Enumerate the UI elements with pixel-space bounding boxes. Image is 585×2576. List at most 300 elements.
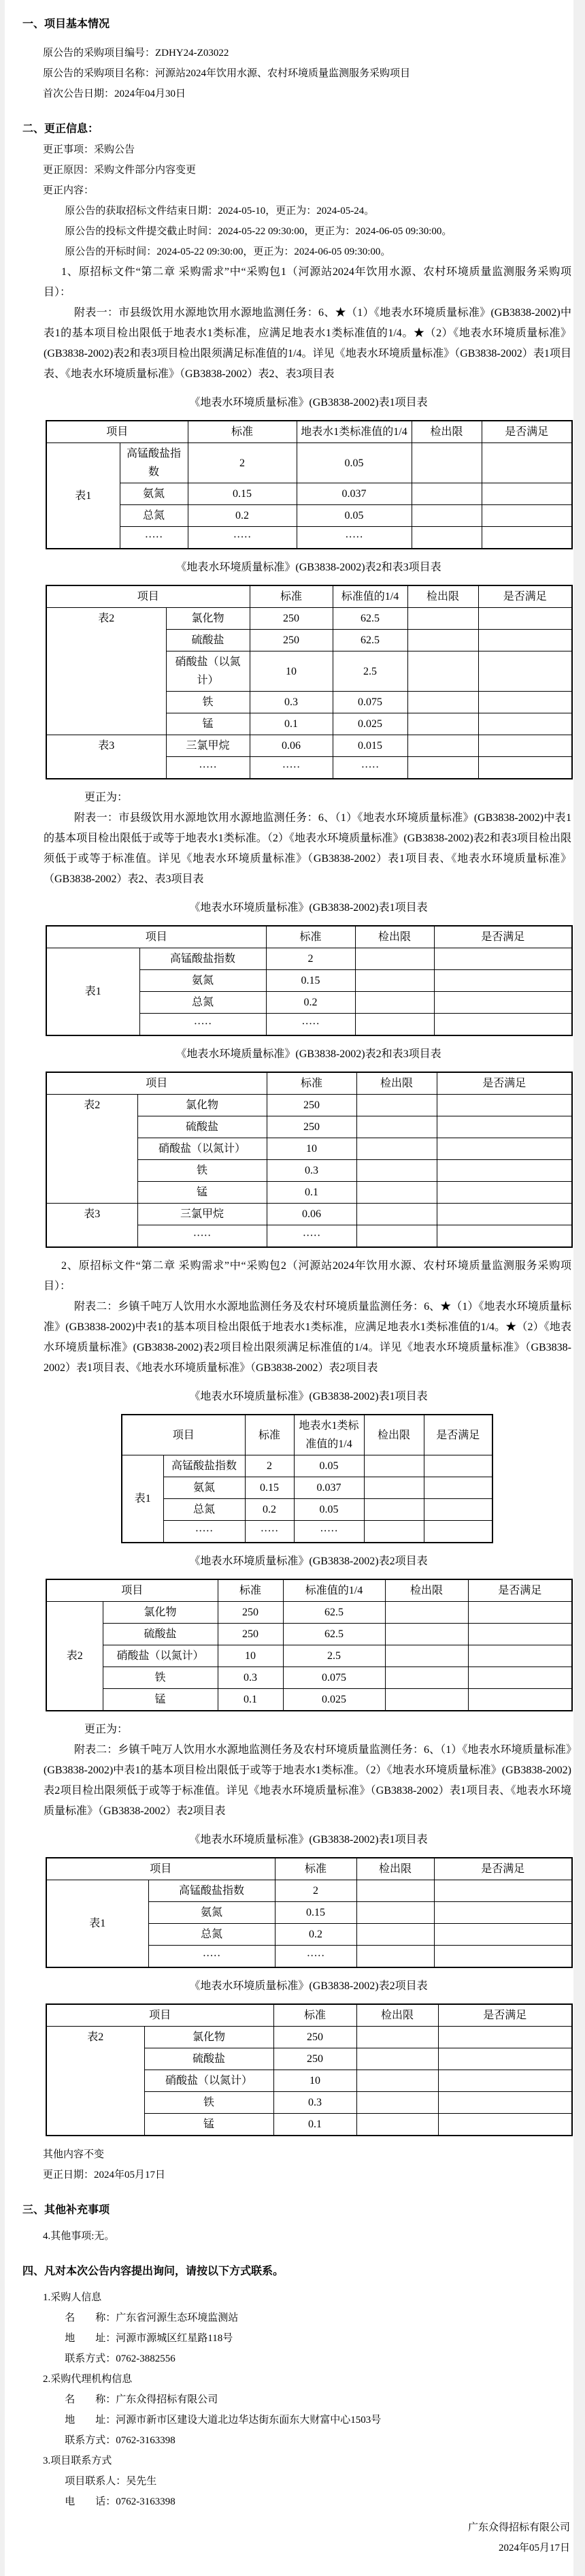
- table-cell: [468, 1602, 572, 1624]
- table-cell: [438, 2114, 572, 2136]
- table-cell: 铁: [144, 2092, 273, 2114]
- correction-reason: 更正原因：采购文件部分内容变更: [43, 165, 197, 176]
- table-cell: 2: [188, 443, 297, 483]
- table-cell: ·····: [333, 757, 407, 779]
- table-cell: [468, 1689, 572, 1711]
- table-cell: 0.1: [273, 2114, 356, 2136]
- table-row: [46, 608, 572, 630]
- table-cell: 2: [245, 1455, 294, 1477]
- item1-intro: 1、原招标文件“第二章 采购需求”中“采购包1（河源站2024年饮用水源、农村环境质量监测服务采购项目）：: [44, 266, 571, 298]
- table-cell: 0.2: [275, 1924, 356, 1946]
- item1-annex-original: 附表一：市县级饮用水源地饮用水源地监测任务：6、★（1）《地表水环境质量标准》(GB3838-2002)中表1的基本项目检出限低于地表水1类标准，应满足地表水1类标准值的1/4。★（2）《地表水环境质量标准》(GB3838-2002)表2和表3项目检出限须满足标准值的1/4。详见《地表水环境质量标准》（GB3838-2002）表1项目表、《地表水环境质量标准》（GB3838-2002）表2、表3项目表: [44, 307, 571, 380]
- table-row: [46, 1204, 572, 1225]
- table-cell: 氨氮: [120, 483, 188, 505]
- table-cell: 硫酸盐: [103, 1624, 218, 1645]
- column-header: 标准: [266, 926, 355, 948]
- column-header: 项目: [46, 1579, 218, 1602]
- item1-annex-corrected: 附表一：市县级饮用水源地饮用水源地监测任务：6、（1）《地表水环境质量标准》(GB3838-2002)中表1的基本项目检出限低于或等于地表水1类标准。（2）《地表水环境质量标准》(GB3838-2002)表2和表3项目检出限须低于或等于标准值。详见《地表水环境质量标准》（GB3838-2002）表1项目表、《地表水环境质量标准》（GB3838-2002）表2、表3项目表: [44, 812, 571, 885]
- column-header: 是否满足: [434, 1858, 572, 1880]
- table-cell: 0.1: [250, 713, 333, 735]
- table-cell: 0.05: [297, 443, 412, 483]
- table-cell: 0.015: [333, 735, 407, 757]
- item1-correction-label: 更正为：: [84, 792, 129, 803]
- group-label-cell: 表1: [46, 1880, 148, 1968]
- section4-heading: 四、凡对本次公告内容提出询问，请按以下方式联系。: [22, 2266, 284, 2277]
- table-cell: 氯化物: [103, 1602, 218, 1624]
- table-cell: 0.1: [218, 1689, 283, 1711]
- table-cell: 0.15: [275, 1902, 356, 1924]
- table-cell: 250: [273, 2048, 356, 2070]
- table-cell: ·····: [139, 1014, 266, 1036]
- table-cell: [438, 2048, 572, 2070]
- table-cell: [478, 692, 572, 713]
- table-cell: 硫酸盐: [166, 630, 250, 651]
- column-header: 是否满足: [437, 1072, 572, 1095]
- column-header: 是否满足: [434, 926, 572, 948]
- column-header: 检出限: [364, 1415, 424, 1455]
- agency-address: 地 址：河源市新市区建设大道北边华达街东面东大财富中心1503号: [65, 2415, 382, 2426]
- table-cell: 62.5: [283, 1602, 385, 1624]
- table-cell: [468, 1645, 572, 1667]
- table-cell: [437, 1204, 572, 1225]
- section3-heading: 三、其他补充事项: [22, 2204, 110, 2216]
- table-cell: 锰: [103, 1689, 218, 1711]
- table-cell: 三氯甲烷: [137, 1204, 267, 1225]
- table-cell: 氨氮: [148, 1902, 275, 1924]
- table-cell: [355, 970, 434, 992]
- table-cell: 0.06: [267, 1204, 356, 1225]
- table-cell: [355, 992, 434, 1014]
- group-label-cell: 表3: [46, 1204, 137, 1248]
- table-row: [122, 1499, 492, 1521]
- project-contact-title: 3.项目联系方式: [43, 2456, 112, 2466]
- table-cell: 62.5: [283, 1624, 385, 1645]
- column-header: 项目: [46, 926, 266, 948]
- column-header: 项目: [122, 1415, 245, 1455]
- standards-table-1: [46, 420, 573, 549]
- table-header-row: [46, 421, 572, 443]
- column-header: 标准: [245, 1415, 294, 1455]
- table-cell: 0.2: [188, 505, 297, 527]
- group-label-cell: 表2: [46, 2027, 144, 2136]
- table-cell: [407, 608, 478, 630]
- section2-heading: 二、更正信息：: [22, 123, 99, 135]
- table-cell: 0.075: [283, 1667, 385, 1689]
- column-header: 项目: [46, 1858, 275, 1880]
- table-cell: [437, 1138, 572, 1160]
- table7-title: 《地表水环境质量标准》(GB3838-2002)表1项目表: [189, 1834, 428, 1846]
- table-cell: 62.5: [333, 630, 407, 651]
- table-cell: 10: [250, 651, 333, 692]
- table-cell: 铁: [137, 1160, 267, 1182]
- table-row: [46, 443, 572, 483]
- table-cell: [482, 527, 572, 549]
- column-header: 标准: [275, 1858, 356, 1880]
- signature-date: 2024年05月17日: [498, 2543, 570, 2554]
- table-cell: [478, 651, 572, 692]
- table-cell: [407, 735, 478, 757]
- table-cell: [482, 483, 572, 505]
- table-header-row: [122, 1415, 492, 1455]
- table-cell: [385, 1689, 468, 1711]
- table8-title: 《地表水环境质量标准》(GB3838-2002)表2项目表: [189, 1980, 428, 1992]
- table-row: [46, 1880, 572, 1902]
- table-row: [122, 1521, 492, 1543]
- group-label-cell: 表2: [46, 1095, 137, 1204]
- table-cell: 250: [218, 1602, 283, 1624]
- table-header-row: [46, 926, 572, 948]
- table-cell: 锰: [144, 2114, 273, 2136]
- table-row: [46, 2027, 572, 2048]
- table-row: [46, 1667, 572, 1689]
- table-cell: 氯化物: [166, 608, 250, 630]
- table-cell: 2.5: [283, 1645, 385, 1667]
- table3-title: 《地表水环境质量标准》(GB3838-2002)表1项目表: [189, 902, 428, 914]
- agency-info-title: 2.采购代理机构信息: [43, 2374, 133, 2385]
- column-header: 检出限: [407, 585, 478, 608]
- table-cell: ·····: [266, 1014, 355, 1036]
- table-cell: 2: [266, 948, 355, 970]
- table-cell: [478, 608, 572, 630]
- table-cell: ·····: [245, 1521, 294, 1543]
- column-header: 是否满足: [482, 421, 572, 443]
- table-cell: [356, 2070, 438, 2092]
- table-cell: 250: [273, 2027, 356, 2048]
- table-cell: 0.3: [218, 1667, 283, 1689]
- table-cell: 氨氮: [163, 1477, 245, 1499]
- table-header-row: [46, 1072, 572, 1095]
- signature-company: 广东众得招标有限公司: [467, 2522, 570, 2533]
- table-cell: [356, 1204, 437, 1225]
- table-cell: 铁: [103, 1667, 218, 1689]
- item2-annex-corrected: 附表二：乡镇千吨万人饮用水水源地监测任务及农村环境质量监测任务：6、（1）《地表水环境质量标准》(GB3838-2002)中表1的基本项目检出限低于或等于地表水1类标准。（2）《地表水环境质量标准》(GB3838-2002)表2项目检出限须低于或等于标准值。详见《地表水环境质量标准》（GB3838-2002）表1项目表、《地表水环境质量标准》（GB3838-2002）表2项目表: [44, 1744, 571, 1817]
- table-row: [46, 505, 572, 527]
- column-header: 项目: [46, 585, 250, 608]
- table-cell: [438, 2092, 572, 2114]
- table-cell: [478, 757, 572, 779]
- table-cell: 总氮: [163, 1499, 245, 1521]
- table-cell: [356, 1946, 434, 1968]
- table-cell: [385, 1667, 468, 1689]
- table-row: [46, 483, 572, 505]
- group-label-cell: 表1: [46, 443, 120, 549]
- column-header: 检出限: [356, 1858, 434, 1880]
- table-cell: 0.2: [266, 992, 355, 1014]
- table-cell: 总氮: [120, 505, 188, 527]
- table-cell: [482, 443, 572, 483]
- table-cell: [424, 1499, 492, 1521]
- table-cell: 250: [267, 1116, 356, 1138]
- table-row: [46, 1645, 572, 1667]
- table-cell: [356, 1160, 437, 1182]
- standards-table-6: [46, 1579, 573, 1711]
- table-cell: [434, 948, 572, 970]
- project-contact-person: 项目联系人：吴先生: [65, 2476, 157, 2487]
- table-cell: [468, 1667, 572, 1689]
- column-header: 标准: [250, 585, 333, 608]
- table-cell: 硫酸盐: [137, 1116, 267, 1138]
- standards-table-2: [46, 585, 573, 779]
- table-row: [46, 1095, 572, 1116]
- table-cell: [364, 1499, 424, 1521]
- table2-title: 《地表水环境质量标准》(GB3838-2002)表2和表3项目表: [176, 562, 441, 573]
- table-cell: 0.3: [267, 1160, 356, 1182]
- purchaser-name: 名 称：广东省河源生态环境监测站: [65, 2313, 239, 2323]
- table-header-row: [46, 2004, 572, 2027]
- column-header: 是否满足: [468, 1579, 572, 1602]
- table-cell: [434, 970, 572, 992]
- table4-title: 《地表水环境质量标准》(GB3838-2002)表2和表3项目表: [176, 1048, 441, 1060]
- table-cell: [434, 1880, 572, 1902]
- table-cell: 总氮: [139, 992, 266, 1014]
- table-cell: 2.5: [333, 651, 407, 692]
- table-cell: 250: [250, 608, 333, 630]
- table-cell: 0.025: [333, 713, 407, 735]
- table-cell: 250: [267, 1095, 356, 1116]
- project-contact-phone: 电 话：0762-3163398: [65, 2496, 176, 2507]
- column-header: 标准: [273, 2004, 356, 2027]
- table-cell: [468, 1624, 572, 1645]
- table6-title: 《地表水环境质量标准》(GB3838-2002)表2项目表: [189, 1556, 428, 1567]
- table-cell: ·····: [188, 527, 297, 549]
- table-cell: 0.15: [266, 970, 355, 992]
- table-cell: [356, 1225, 437, 1248]
- correction-announcement-document: [5, 0, 573, 2576]
- column-header: 是否满足: [478, 585, 572, 608]
- table-cell: 0.037: [297, 483, 412, 505]
- other-matters: 4.其他事项:无。: [43, 2231, 115, 2242]
- group-label-cell: 表1: [46, 948, 139, 1036]
- table-cell: [356, 1880, 434, 1902]
- table-cell: [356, 1116, 437, 1138]
- table-cell: 总氮: [148, 1924, 275, 1946]
- table-cell: [356, 1138, 437, 1160]
- table-cell: [437, 1095, 572, 1116]
- table-cell: 0.15: [245, 1477, 294, 1499]
- table-cell: ·····: [163, 1521, 245, 1543]
- table-cell: ·····: [294, 1521, 364, 1543]
- table-cell: 氨氮: [139, 970, 266, 992]
- standards-table-7: [46, 1857, 573, 1968]
- table-cell: ·····: [297, 527, 412, 549]
- table-cell: 铁: [166, 692, 250, 713]
- table-cell: 锰: [137, 1182, 267, 1204]
- group-label-cell: 表2: [46, 608, 166, 735]
- table-cell: ·····: [267, 1225, 356, 1248]
- standards-table-8: [46, 2003, 573, 2136]
- table-cell: ·····: [120, 527, 188, 549]
- table-cell: [385, 1624, 468, 1645]
- table-row: [46, 1602, 572, 1624]
- column-header: 标准: [267, 1072, 356, 1095]
- table-cell: [407, 651, 478, 692]
- column-header: 标准值的1/4: [283, 1579, 385, 1602]
- table-cell: 高锰酸盐指数: [120, 443, 188, 483]
- table-cell: [437, 1182, 572, 1204]
- first-announcement-date: 首次公告日期：2024年04月30日: [43, 88, 186, 99]
- table-cell: 0.2: [245, 1499, 294, 1521]
- table-cell: 三氯甲烷: [166, 735, 250, 757]
- table-cell: 0.025: [283, 1689, 385, 1711]
- table-cell: [356, 1095, 437, 1116]
- column-header: 检出限: [355, 926, 434, 948]
- table-cell: 250: [250, 630, 333, 651]
- table-cell: 62.5: [333, 608, 407, 630]
- table-cell: 硝酸盐（以氮计）: [137, 1138, 267, 1160]
- agency-contact: 联系方式：0762-3163398: [65, 2435, 176, 2446]
- table-cell: [478, 735, 572, 757]
- correction-date: 更正日期：2024年05月17日: [43, 2170, 166, 2180]
- table-cell: [437, 1116, 572, 1138]
- table-cell: [356, 1182, 437, 1204]
- table-cell: 10: [218, 1645, 283, 1667]
- table-cell: ·····: [275, 1946, 356, 1968]
- table-cell: 硫酸盐: [144, 2048, 273, 2070]
- table-cell: [412, 527, 482, 549]
- table-cell: [434, 1902, 572, 1924]
- table-cell: ·····: [148, 1946, 275, 1968]
- table-row: [46, 735, 572, 757]
- table-cell: [412, 483, 482, 505]
- table-cell: [434, 1014, 572, 1036]
- group-label-cell: 表3: [46, 735, 166, 779]
- doc-obtain-deadline-change: 原公告的获取招标文件结束日期：2024-05-10，更正为：2024-05-24。: [65, 206, 375, 216]
- column-header: 检出限: [385, 1579, 468, 1602]
- table-cell: ·····: [137, 1225, 267, 1248]
- table-cell: 氯化物: [137, 1095, 267, 1116]
- group-label-cell: 表2: [46, 1602, 103, 1711]
- table-cell: 高锰酸盐指数: [148, 1880, 275, 1902]
- table-row: [46, 1689, 572, 1711]
- table-cell: 0.15: [188, 483, 297, 505]
- table-header-row: [46, 585, 572, 608]
- table-cell: [407, 757, 478, 779]
- table-cell: [478, 630, 572, 651]
- table-cell: 0.05: [294, 1499, 364, 1521]
- item2-annex-original: 附表二：乡镇千吨万人饮用水水源地监测任务及农村环境质量监测任务：6、★（1）《地表水环境质量标准》(GB3838-2002)中表1的基本项目检出限低于地表水1类标准，应满足地表水1类标准值的1/4。★（2）《地表水环境质量标准》(GB3838-2002)表2项目检出限须满足标准值的1/4。详见《地表水环境质量标准》（GB3838-2002）表1项目表、《地表水环境质量标准》（GB3838-2002）表2项目表: [44, 1301, 571, 1374]
- item2-correction-label: 更正为：: [84, 1724, 129, 1735]
- standards-table-4: [46, 1072, 573, 1248]
- table-cell: [434, 1924, 572, 1946]
- table-header-row: [46, 1579, 572, 1602]
- table-cell: [407, 630, 478, 651]
- bid-opening-time-change: 原公告的开标时间：2024-05-22 09:30:00，更正为：2024-06-05 09:30:00。: [65, 246, 391, 257]
- item2-intro: 2、原招标文件“第二章 采购需求”中“采购包2（河源站2024年饮用水源、农村环境质量监测服务采购项目）：: [44, 1260, 571, 1292]
- column-header: 标准值的1/4: [333, 585, 407, 608]
- table-row: [46, 1624, 572, 1645]
- table-cell: [424, 1477, 492, 1499]
- column-header: 标准: [218, 1579, 283, 1602]
- table-cell: [356, 2027, 438, 2048]
- column-header: 检出限: [356, 1072, 437, 1095]
- table-cell: ·····: [166, 757, 250, 779]
- table-cell: 高锰酸盐指数: [139, 948, 266, 970]
- column-header: 项目: [46, 2004, 273, 2027]
- table-cell: [356, 2048, 438, 2070]
- table-cell: [412, 505, 482, 527]
- table-cell: 0.075: [333, 692, 407, 713]
- table-cell: 0.05: [294, 1455, 364, 1477]
- table-cell: 0.3: [250, 692, 333, 713]
- table5-title: 《地表水环境质量标准》(GB3838-2002)表1项目表: [189, 1391, 428, 1402]
- table-row: [46, 948, 572, 970]
- table-row: [122, 1477, 492, 1499]
- table-cell: 0.037: [294, 1477, 364, 1499]
- table-cell: [434, 1946, 572, 1968]
- table-cell: [356, 2092, 438, 2114]
- column-header: 项目: [46, 1072, 267, 1095]
- column-header: 检出限: [356, 2004, 438, 2027]
- correction-item: 更正事项：采购公告: [43, 144, 135, 155]
- purchaser-info-title: 1.采购人信息: [43, 2292, 102, 2303]
- column-header: 标准: [188, 421, 297, 443]
- table-cell: [364, 1477, 424, 1499]
- table-cell: [356, 1924, 434, 1946]
- purchaser-contact: 联系方式：0762-3882556: [65, 2353, 176, 2364]
- table-cell: 250: [218, 1624, 283, 1645]
- table-cell: [437, 1225, 572, 1248]
- table-cell: 高锰酸盐指数: [163, 1455, 245, 1477]
- column-header: 项目: [46, 421, 188, 443]
- table-cell: [407, 713, 478, 735]
- column-header: 是否满足: [424, 1415, 492, 1455]
- table-cell: [412, 443, 482, 483]
- table-cell: 2: [275, 1880, 356, 1902]
- table-cell: 硝酸盐（以氮计）: [144, 2070, 273, 2092]
- table-cell: 0.06: [250, 735, 333, 757]
- table-cell: [356, 2114, 438, 2136]
- table-cell: [482, 505, 572, 527]
- table-cell: [364, 1521, 424, 1543]
- table-cell: [437, 1160, 572, 1182]
- table-cell: 0.05: [297, 505, 412, 527]
- standards-table-5: [121, 1414, 493, 1543]
- table-row: [122, 1455, 492, 1477]
- other-content-unchanged: 其他内容不变: [43, 2149, 105, 2160]
- orig-project-number: 原公告的采购项目编号：ZDHY24-Z03022: [43, 48, 229, 59]
- table-cell: 硝酸盐（以氮计）: [103, 1645, 218, 1667]
- table-cell: [364, 1455, 424, 1477]
- table-cell: ·····: [250, 757, 333, 779]
- table-cell: [407, 692, 478, 713]
- table-row: [46, 527, 572, 549]
- bid-submit-deadline-change: 原公告的投标文件提交截止时间：2024-05-22 09:30:00，更正为：2024-06-05 09:30:00。: [65, 226, 452, 237]
- table-cell: 0.1: [267, 1182, 356, 1204]
- table-cell: [356, 1902, 434, 1924]
- orig-project-name: 原公告的采购项目名称：河源站2024年饮用水源、农村环境质量监测服务采购项目: [43, 68, 411, 79]
- table-cell: 10: [267, 1138, 356, 1160]
- standards-table-3: [46, 925, 573, 1036]
- table-cell: 0.3: [273, 2092, 356, 2114]
- table-cell: [385, 1602, 468, 1624]
- table-cell: [424, 1521, 492, 1543]
- table-cell: [438, 2070, 572, 2092]
- table-header-row: [46, 1858, 572, 1880]
- column-header: 地表水1类标准值的1/4: [297, 421, 412, 443]
- table-cell: 氯化物: [144, 2027, 273, 2048]
- table-cell: [385, 1645, 468, 1667]
- correction-content-label: 更正内容：: [43, 185, 95, 196]
- signature-block: [22, 2517, 571, 2558]
- table-cell: 10: [273, 2070, 356, 2092]
- table-cell: 硝酸盐（以氮计）: [166, 651, 250, 692]
- column-header: 地表水1类标准值的1/4: [294, 1415, 364, 1455]
- purchaser-address: 地 址：河源市源城区红星路118号: [65, 2333, 233, 2344]
- table-cell: [424, 1455, 492, 1477]
- table-cell: [478, 713, 572, 735]
- agency-name: 名 称：广东众得招标有限公司: [65, 2394, 218, 2405]
- section1-heading: 一、项目基本情况: [22, 18, 110, 30]
